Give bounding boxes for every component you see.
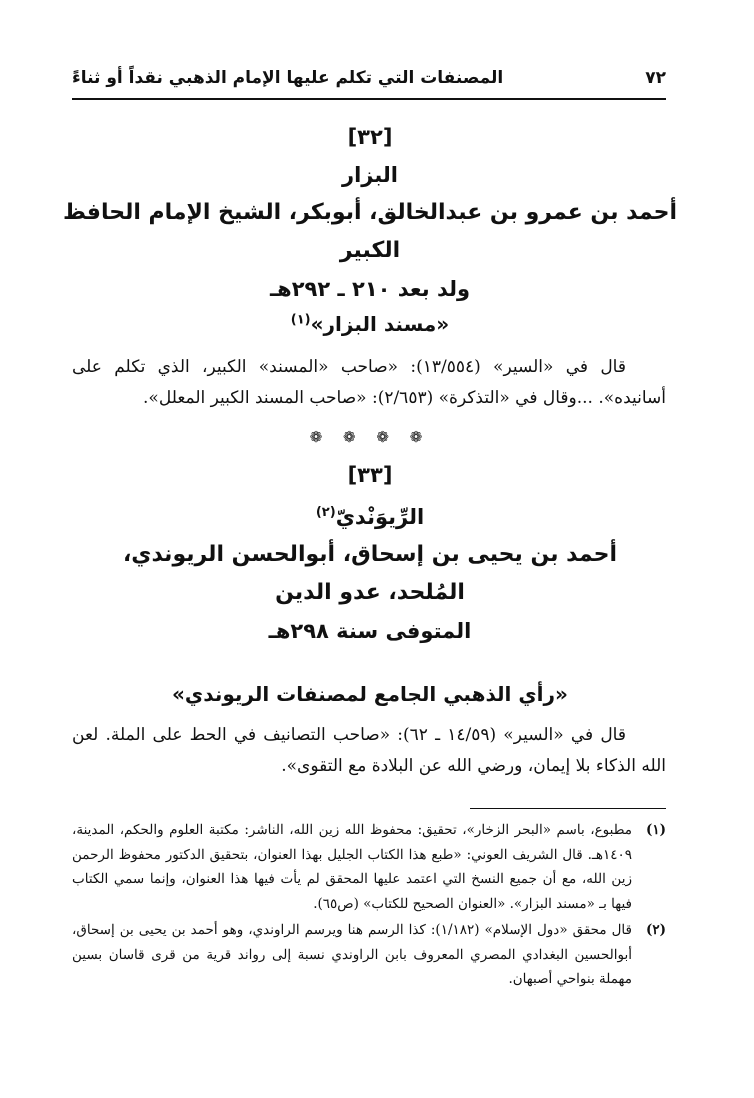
entry-number: [٣٣] [347, 463, 393, 487]
page-number: ٧٢ [645, 68, 666, 88]
entry-number: [٣٢] [347, 125, 393, 149]
running-header [72, 60, 666, 96]
entry-full-name: أحمد بن عمرو بن عبدالخالق، أبوبكر، الشيخ الإمام الحافظ الكبير [63, 200, 677, 263]
entry-epithet: المُلحد، عدو الدين [275, 580, 465, 605]
entry-full-name: أحمد بن يحيى بن إسحاق، أبوالحسن الريوندي، [122, 542, 618, 567]
work-title: «مسند البزار»$^{(١)}$ [290, 312, 450, 336]
work-title: «رأي الذهبي الجامع لمصنفات الريوندي» [172, 682, 568, 706]
footnote-ref-1: (١) [290, 312, 311, 328]
work-title-block [60, 676, 680, 712]
entry-33-paragraph: قال في «السير» (١٤/٥٩ ـ ٦٢): «صاحب التصانيف في الحط على الملة. لعن الله الذكاء بلا إيمان، ورضي الله عن البلادة مع التقوى». [72, 725, 666, 776]
footnote-1 [72, 818, 666, 916]
footnote-text: قال محقق «دول الإسلام» (١/١٨٢): كذا الرسم هنا ويرسم الراوندي، وهو أحمد بن يحيى بن إسحاق، أبوالحسين البغدادي المصري المعروف بابن الراوندي نسبة إلى رواند قرية من قرى قاسان بسين مهملة بنواحي أصبهان. [72, 922, 633, 987]
footnote-2 [72, 918, 666, 992]
entry-name: البزار [341, 163, 398, 187]
footnote-rule [470, 808, 666, 809]
entry-name: الرِّيوَنْديّ$^{(٢)}$ [315, 505, 425, 529]
running-title: المصنفات التي تكلم عليها الإمام الذهبي نقداً أو ثناءً [72, 68, 504, 88]
footnote-number: (١) [645, 822, 666, 838]
footnotes [72, 818, 666, 994]
footnote-ref-2: (٢) [315, 505, 336, 520]
entry-dates: ولد بعد ٢١٠ ـ ٢٩٢هـ [269, 277, 471, 301]
entry-32-heading [60, 118, 680, 308]
section-separator: ❁ ❁ ❁ ❁ [309, 428, 431, 446]
header-rule [72, 98, 666, 100]
work-title-block [60, 306, 680, 342]
entry-32-paragraph: قال في «السير» (١٣/٥٥٤): «صاحب «المسند» الكبير، الذي تكلم على أسانيده». ...وقال في «التذكرة» (٢/٦٥٣): «صاحب المسند الكبير المعلل». [72, 357, 666, 408]
entry-dates: المتوفى سنة ٢٩٨هـ [268, 619, 472, 643]
footnote-text: مطبوع، باسم «البحر الزخار»، تحقيق: محفوظ الله زين الله، الناشر: مكتبة العلوم والحكم، المدينة، ١٤٠٩هـ. قال الشريف العوني: «طبع هذا الكتاب الجليل بهذا العنوان، بتحقيق الدكتور محفوظ الرحمن زين الله، مع أن جميع النسخ التي اعتمد عليها المحقق لم يأت فيها هذا العنوان، وإنما سمي الكتاب فيها بـ «مسند البزار». «العنوان الصحيح للكتاب» (ص٦٥). [72, 822, 632, 912]
entry-33-heading [60, 456, 680, 650]
footnote-number: (٢) [645, 922, 666, 938]
